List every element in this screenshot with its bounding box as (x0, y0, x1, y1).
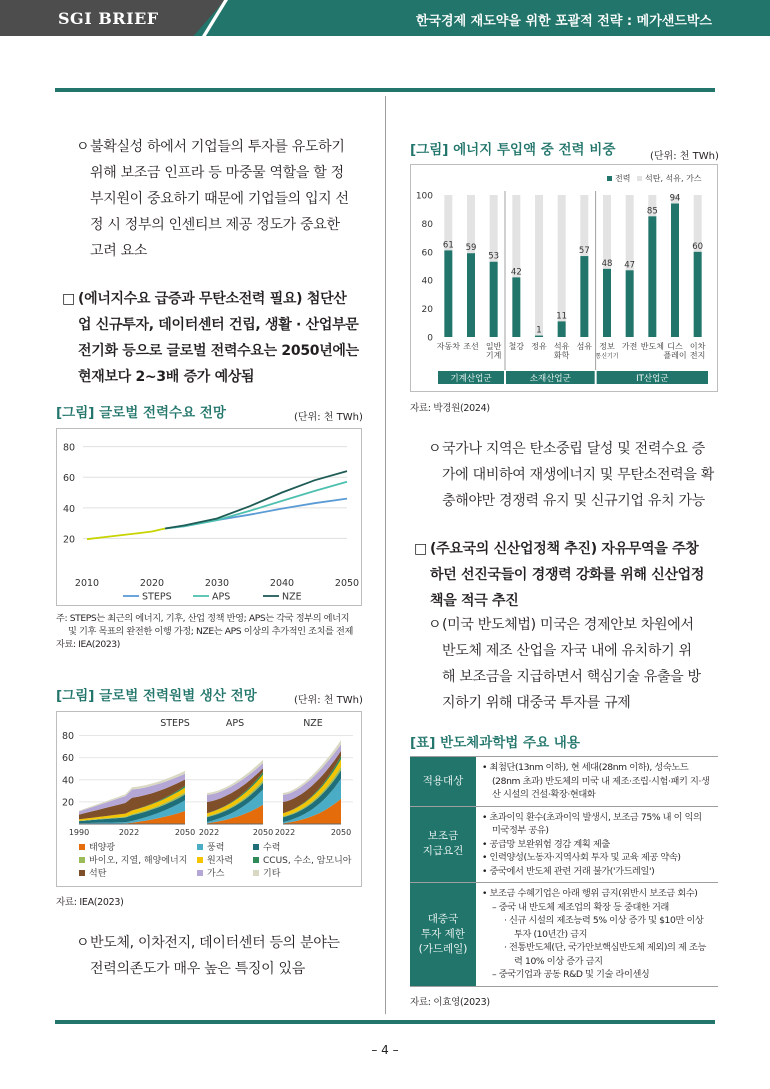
y-tick-label: 100 (415, 191, 433, 202)
x-tick-label: 2020 (139, 578, 165, 589)
row-header-line: 투자 제한 (421, 927, 465, 940)
figure2-chart-box (56, 711, 362, 887)
table-source: 자료: 이효영(2023) (410, 997, 490, 1008)
group-label: 소재산업군 (529, 374, 571, 384)
y-tick-label: 0 (427, 333, 433, 344)
table-row-header (410, 806, 476, 883)
table-item: • 보조금 수혜기업은 아래 행위 금지(위반시 보조금 회수) (482, 888, 698, 899)
paragraph-chips-act (428, 612, 720, 716)
paragraph-investment-incentive (76, 134, 376, 264)
table-row-content (476, 883, 718, 987)
legend-swatch (197, 857, 203, 863)
bar-data-label: 60 (692, 241, 704, 252)
paragraph-line: 불확실성 하에서 기업들의 투자를 유도하기 (90, 139, 345, 155)
legend-label: 석탄, 석유, 가스 (645, 174, 702, 183)
figure2-unit: (단위: 천 TWh) (294, 695, 363, 706)
paragraph-line: 가에 대비하여 재생에너지 및 무탄소전력을 확 (442, 467, 715, 483)
x-tick-label: 화학 (553, 351, 570, 360)
legend-label: APS (212, 591, 231, 603)
bullet-marker: ㅇ (76, 935, 90, 951)
legend-label: 태양광 (89, 843, 116, 853)
x-tick-label: 기계 (485, 351, 502, 360)
y-tick-label: 20 (62, 797, 75, 809)
legend-label: STEPS (142, 591, 172, 603)
x-tick-label: 정보 (599, 342, 615, 351)
figure3-chart-box (410, 164, 718, 392)
table-row-header (410, 883, 476, 987)
header-logo: SGI BRIEF (58, 9, 159, 28)
paragraph-industrial-policy (414, 536, 720, 614)
bar-power (512, 277, 520, 337)
x-tick-label: 조선 (463, 342, 479, 351)
figure3-title: [그림] 에너지 투입액 중 전력 비중 (410, 142, 616, 158)
legend-label: 석탄 (89, 869, 107, 879)
x-tick-label: 석유 (553, 342, 570, 351)
bar-power (603, 269, 611, 337)
x-tick-label: 전지 (689, 351, 706, 360)
bottom-rule (55, 1020, 715, 1024)
column-divider (385, 96, 386, 1014)
x-tick-label: 디스 (667, 342, 683, 351)
figure3-unit: (단위: 천 TWh) (650, 151, 719, 162)
x-tick-label: 2010 (74, 578, 100, 589)
paragraph-line: 지하기 위해 대중국 투자를 규제 (442, 695, 631, 711)
paragraph-line: 전력의존도가 매우 높은 특징이 있음 (90, 961, 305, 977)
legend-swatch (79, 844, 85, 850)
legend-label: 기타 (263, 869, 281, 879)
figure2-source: 자료: IEA(2023) (56, 897, 124, 908)
paragraph-energy-demand (62, 286, 378, 390)
row-header-line: 적용대상 (422, 774, 464, 787)
legend-swatch (197, 870, 203, 876)
bar-power (558, 321, 566, 337)
box-marker: □ (62, 291, 75, 307)
page-number: – 4 – (371, 1043, 399, 1057)
chips-act-table (410, 756, 718, 987)
x-tick-label: 가전 (621, 342, 638, 351)
x-tick-label: 정유 (531, 342, 547, 351)
legend-swatch (607, 176, 612, 181)
y-tick-label: 40 (63, 503, 76, 515)
x-tick-label: 1990 (68, 828, 90, 837)
figure1-title: [그림] 글로벌 전력수요 전망 (56, 405, 226, 421)
paragraph-line: 업 신규투자, 데이터센터 건립, 생활 · 산업부문 (78, 317, 359, 333)
legend-label: 바이오, 지열, 해양에너지 (89, 856, 188, 866)
bar-power (648, 216, 656, 337)
bar-power (580, 256, 588, 337)
y-tick-label: 80 (63, 442, 76, 454)
legend-swatch (253, 870, 259, 876)
y-tick-label: 60 (421, 248, 433, 259)
group-label: 기계산업군 (450, 374, 492, 384)
power-share-bar-chart (411, 165, 717, 391)
table-title: [표] 반도체과학법 주요 내용 (410, 735, 580, 751)
series-line (165, 482, 347, 529)
bullet-marker: ㅇ (428, 617, 442, 633)
note-line: 및 기후 목표의 완전한 이행 가정; NZE는 APS 이상의 추가적인 조치를 전제 (68, 626, 354, 637)
legend-swatch (637, 176, 642, 181)
series-line (87, 529, 165, 540)
y-tick-label: 60 (63, 473, 76, 485)
row-header-line: (가드레일) (418, 942, 468, 955)
bar-other (535, 195, 543, 336)
bar-data-label: 94 (669, 193, 681, 204)
figure1-chart-box (56, 428, 362, 606)
bar-power (694, 252, 702, 337)
paragraph-line: (에너지수요 급증과 무탄소전력 필요) 첨단산 (78, 291, 347, 307)
bar-other (603, 195, 611, 269)
table-item: • 인력양성(노동자·지역사회 투자 및 교육 제공 약속) (482, 852, 681, 863)
paragraph-line: 부지원이 중요하기 때문에 기업들의 입지 선 (90, 191, 349, 207)
paragraph-line: 고려 요소 (90, 243, 148, 259)
x-tick-label: 2022 (198, 828, 220, 837)
row-header-line: 지급요건 (422, 845, 464, 858)
paragraph-line: (미국 반도체법) 미국은 경제안보 차원에서 (442, 617, 694, 633)
page-header (0, 0, 770, 36)
legend-swatch (79, 857, 85, 863)
x-tick-label: 2050 (330, 828, 352, 837)
x-tick-label: 플레이 (663, 351, 687, 360)
bar-data-label: 48 (601, 258, 613, 269)
bar-other (626, 195, 634, 270)
top-rule (55, 88, 715, 92)
legend-label: 원자력 (207, 856, 234, 866)
bar-data-label: 1 (536, 325, 542, 336)
legend-label: 전력 (615, 174, 631, 183)
figure1-unit: (단위: 천 TWh) (294, 412, 363, 423)
paragraph-line: 반도체, 이차전지, 데이터센터 등의 분야는 (90, 935, 340, 951)
bar-data-label: 42 (510, 267, 522, 278)
x-tick-label: 2022 (118, 828, 140, 837)
panel-title: STEPS (160, 718, 190, 729)
bar-power (671, 204, 679, 337)
figure3-source: 자료: 박경원(2024) (410, 403, 490, 414)
box-marker: □ (414, 541, 427, 557)
x-tick-label: 자동차 (436, 342, 460, 351)
paragraph-line: 해 보조금을 지급하면서 핵심기술 유출을 방 (442, 669, 701, 685)
x-tick-label: 반도체 (640, 342, 664, 351)
bar-power (490, 262, 498, 337)
legend-label: 가스 (207, 869, 225, 879)
paragraph-power-dependency (76, 930, 376, 982)
demand-line-chart (57, 429, 361, 605)
x-tick-label: 2050 (252, 828, 274, 837)
paragraph-line: 국가나 지역은 탄소중립 달성 및 전력수요 증 (442, 441, 705, 457)
x-tick-label: 일반 (485, 342, 502, 351)
table-row (410, 806, 718, 883)
header-title: 한국경제 재도약을 위한 포괄적 전략 : 메가샌드박스 (415, 14, 712, 29)
x-tick-label: 통신기기 (595, 353, 619, 360)
table-row-header (410, 757, 476, 807)
generation-area-chart (57, 712, 361, 886)
series-line (165, 471, 347, 528)
y-tick-label: 20 (421, 305, 433, 316)
paragraph-line: 책을 적극 추진 (430, 593, 519, 609)
row-header-line: 대중국 (427, 912, 459, 925)
row-header-line: 보조금 (427, 830, 459, 843)
x-tick-label: 철강 (508, 342, 525, 351)
paragraph-line: (주요국의 신산업정책 추진) 자유무역을 주창 (430, 541, 699, 557)
legend-swatch (253, 844, 259, 850)
note-line: 주: STEPS는 최근의 에너지, 기후, 산업 정책 반영; APS는 각국 정부의 에너지 (56, 613, 350, 624)
x-tick-label: 2022 (274, 828, 296, 837)
bar-power (626, 270, 634, 337)
panel-title: NZE (303, 718, 323, 729)
table-item: • 최첨단(13nm 이하), 현 세대(28nm 이하), 성숙노드 (28nm 초과) 반도체의 미국 내 제조·조립·시험·패키 지·생산 시설의 건설·확장·현대화 (482, 762, 710, 800)
y-tick-label: 80 (421, 219, 433, 230)
y-tick-label: 20 (63, 534, 76, 546)
bar-data-label: 53 (488, 251, 500, 262)
bar-power (535, 336, 543, 337)
table-row (410, 757, 718, 807)
paragraph-line: 정 시 정부의 인센티브 제공 정도가 중요한 (90, 217, 340, 233)
x-tick-label: 이차 (689, 342, 706, 351)
table-row-content (476, 806, 718, 883)
bullet-marker: ㅇ (428, 441, 442, 457)
bar-data-label: 61 (442, 240, 454, 251)
paragraph-line: 위해 보조금 인프라 등 마중물 역할을 할 정 (90, 165, 344, 181)
legend-label: 풍력 (207, 843, 225, 853)
x-tick-label: 2050 (174, 828, 196, 837)
bar-power (444, 250, 452, 337)
x-tick-label: 2030 (204, 578, 230, 589)
x-tick-label: 2040 (269, 578, 295, 589)
legend-swatch (253, 857, 259, 863)
table-item: • 공급망 보완위험 경감 계획 제출 (482, 838, 610, 850)
bar-data-label: 57 (578, 246, 590, 257)
legend-label: NZE (282, 591, 302, 603)
legend-label: CCUS, 수소, 암모니아 (263, 856, 352, 866)
bar-data-label: 85 (646, 206, 658, 217)
paragraph-line: 충해야만 경쟁력 유지 및 신규기업 유치 가능 (442, 493, 705, 509)
table-item: • 초과이익 환수(초과이익 발생시, 보조금 75% 내 이 익의 미국정부 공유) (482, 811, 702, 836)
y-tick-label: 60 (62, 753, 75, 765)
bar-other (558, 195, 566, 321)
table-item: · 전통반도체(단, 국가안보핵심반도체 제외)의 제 조능력 10% 이상 증가 금지 (504, 942, 706, 967)
paragraph-line: 현재보다 2~3배 증가 예상됨 (78, 369, 255, 385)
paragraph-line: 전기화 등으로 글로벌 전력수요는 2050년에는 (78, 343, 359, 359)
figure2-title: [그림] 글로벌 전력원별 생산 전망 (56, 688, 257, 704)
x-tick-label: 섬유 (576, 342, 593, 351)
paragraph-line: 반도체 제조 산업을 자국 내에 유치하기 위 (442, 643, 692, 659)
table-item: – 중국기업과 공동 R&D 및 기술 라이센싱 (492, 969, 650, 980)
bar-data-label: 47 (624, 260, 636, 271)
legend-label: 수력 (263, 843, 281, 853)
y-tick-label: 40 (421, 276, 433, 287)
y-tick-label: 40 (62, 775, 75, 787)
table-item: – 중국 내 반도체 제조업의 확장 등 중대한 거래 (492, 901, 669, 913)
group-label: IT산업군 (636, 374, 669, 384)
bar-data-label: 59 (465, 243, 477, 254)
panel-title: APS (225, 718, 245, 729)
figure1-source: 자료: IEA(2023) (56, 639, 120, 650)
bar-power (467, 253, 475, 337)
table-item: · 신규 시설의 제조능력 5% 이상 증가 및 $10만 이상 투자 (10년간) 금지 (504, 915, 704, 940)
y-tick-label: 80 (62, 731, 75, 743)
legend-swatch (197, 844, 203, 850)
table-item: • 중국에서 반도체 관련 거래 불가('가드레일') (482, 865, 655, 877)
paragraph-line: 하던 선진국들이 경쟁력 강화를 위해 신산업정 (430, 567, 705, 583)
bar-other (512, 195, 520, 277)
paragraph-carbon-neutral (428, 436, 720, 514)
table-row-content (476, 757, 718, 807)
table-row (410, 883, 718, 987)
bullet-marker: ㅇ (76, 139, 90, 155)
legend-swatch (79, 870, 85, 876)
bar-data-label: 11 (556, 311, 568, 322)
figure1-note (56, 612, 376, 651)
x-tick-label: 2050 (334, 578, 360, 589)
